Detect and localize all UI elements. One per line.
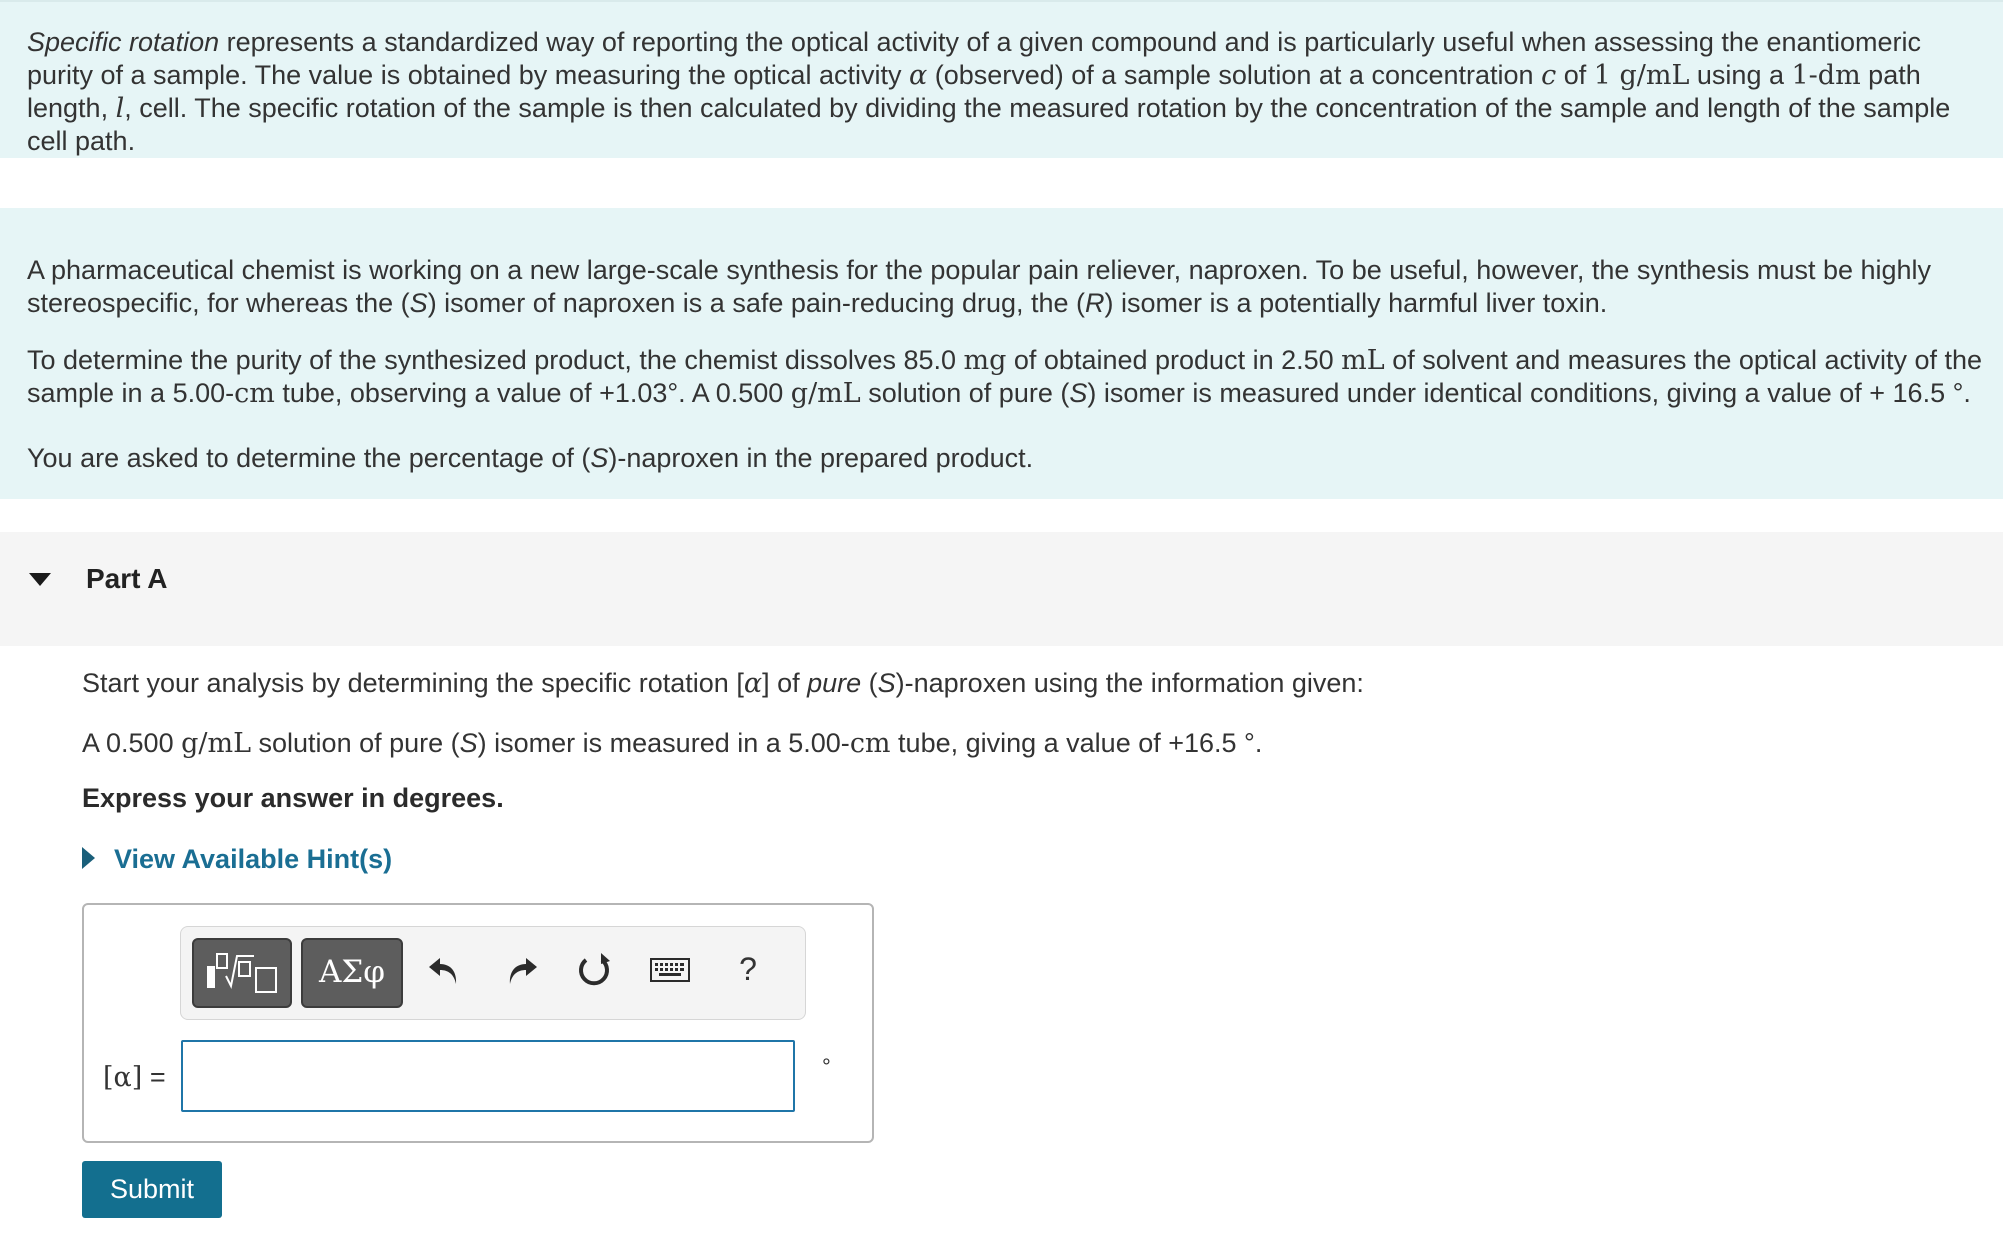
intro-sentence-2: (observed) of a sample solution at a concentration	[927, 60, 1542, 90]
text-run: A 0.500	[82, 728, 182, 758]
concentration-value: 1 g/mL	[1593, 60, 1690, 91]
text-run: You are asked to determine the percentage of (	[27, 443, 591, 473]
alpha-symbol: α	[908, 60, 928, 91]
intro-sentence-4: using a	[1689, 60, 1792, 90]
text-run: (	[861, 668, 878, 698]
given-info-text	[82, 727, 1262, 761]
redo-icon[interactable]	[500, 948, 544, 992]
keyboard-icon[interactable]	[646, 948, 694, 992]
view-hints-link[interactable]: View Available Hint(s)	[114, 844, 393, 874]
c-symbol: c	[1541, 60, 1557, 91]
unit-ml: mL	[1341, 345, 1385, 376]
pure-emphasis: pure	[807, 668, 862, 698]
help-icon[interactable]: ?	[739, 951, 757, 988]
unit-g-per-ml: g/mL	[790, 378, 861, 409]
text-run: of solvent and measures the optical activity of the sample in a 5.00-	[27, 345, 1983, 408]
intro-sentence-6: , cell. The specific rotation of the sample is then calculated by dividing the measured rotation by the concentration of the sample and length of the sample cell path.	[27, 93, 1951, 156]
hint-expand-caret-icon[interactable]	[82, 847, 95, 869]
text-run: ) isomer is measured in a 5.00-	[477, 728, 850, 758]
text-run: of obtained product in 2.50	[1006, 345, 1342, 375]
unit-g-per-ml: g/mL	[181, 728, 252, 759]
question-text	[82, 667, 1364, 701]
greek-symbols-icon[interactable]: ΑΣφ	[301, 938, 403, 1008]
part-a-title[interactable]: Part A	[86, 563, 168, 594]
text-run: To determine the purity of the synthesized product, the chemist dissolves 85.0	[27, 345, 964, 375]
s-label: S	[409, 288, 428, 318]
equals-sign: =	[142, 1062, 166, 1092]
l-symbol: l	[115, 93, 125, 124]
answer-instruction: Express your answer in degrees.	[82, 783, 504, 813]
text-run: solution of pure (	[251, 728, 460, 758]
templates-icon[interactable]	[192, 938, 292, 1008]
unit-mg: mg	[963, 345, 1007, 376]
intro-sentence-3: of	[1556, 60, 1594, 90]
problem-panel	[0, 208, 2003, 499]
text-run: ) isomer of naproxen is a safe pain-reducing drug, the (	[427, 288, 1086, 318]
text-run: ) isomer is measured under identical conditions, giving a value of + 16.5 °.	[1087, 378, 1971, 408]
text-run: )-naproxen using the information given:	[895, 668, 1364, 698]
s-label: S	[459, 728, 478, 758]
s-label: S	[1069, 378, 1088, 408]
answer-input[interactable]	[181, 1040, 795, 1112]
undo-icon[interactable]	[422, 948, 466, 992]
answer-label	[103, 1061, 166, 1095]
text-run: Start your analysis by determining the specific rotation [	[82, 668, 744, 698]
alpha-bracket-label: [α]	[103, 1062, 143, 1093]
intro-sentence-1: represents a standardized way of reporting the optical activity of a given compound and is particularly useful when assessing the enantiomeric purity of a sample. The value is obtained by measuring the optical activity	[27, 27, 1922, 90]
s-label: S	[590, 443, 609, 473]
submit-button[interactable]: Submit	[82, 1161, 222, 1218]
problem-paragraph-1	[27, 254, 1987, 320]
reset-icon[interactable]	[572, 948, 616, 992]
problem-paragraph-3	[27, 442, 1987, 475]
term-specific-rotation: Specific rotation	[27, 27, 220, 57]
text-run: tube, observing a value of +1.03°. A 0.500	[274, 378, 791, 408]
intro-sentence-5: path length,	[27, 60, 1921, 123]
path-length-value: 1-dm	[1791, 60, 1861, 91]
intro-text	[27, 26, 1987, 158]
text-run: A pharmaceutical chemist is working on a new large-scale synthesis for the popular pain reliever, naproxen. To be useful, however, the synthesis must be highly stereospecific, for whereas the (	[27, 255, 1932, 318]
text-run: ) isomer is a potentially harmful liver toxin.	[1104, 288, 1608, 318]
unit-cm: cm	[849, 728, 891, 759]
problem-paragraph-2	[27, 344, 1987, 410]
degree-unit: °	[822, 1054, 831, 1079]
text-run: tube, giving a value of +16.5 °.	[890, 728, 1263, 758]
unit-cm: cm	[234, 378, 275, 409]
text-run: ] of	[762, 668, 808, 698]
text-run: solution of pure (	[860, 378, 1070, 408]
text-run: )-naproxen in the prepared product.	[608, 443, 1034, 473]
r-label: R	[1085, 288, 1105, 318]
alpha-symbol: α	[743, 668, 763, 699]
intro-panel	[0, 0, 2003, 158]
part-a-header[interactable]	[0, 532, 2003, 646]
s-label: S	[877, 668, 896, 698]
collapse-caret-icon[interactable]	[29, 573, 51, 586]
